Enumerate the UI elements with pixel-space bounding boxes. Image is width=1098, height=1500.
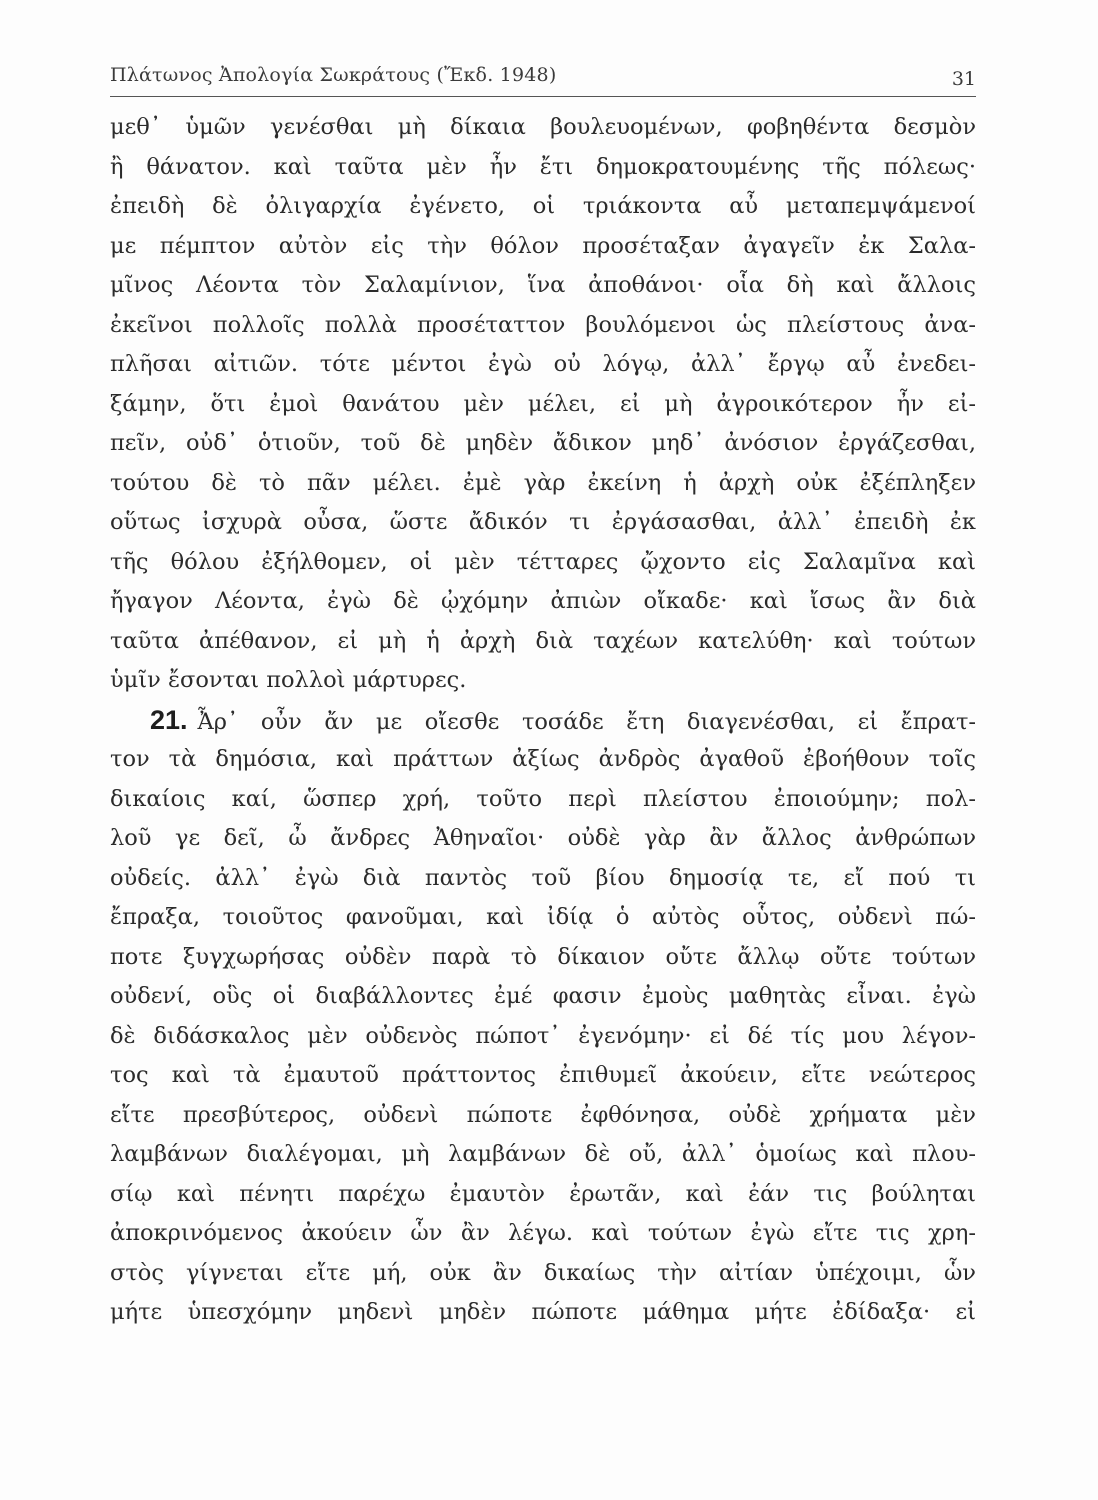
line-text: οὐδείς. ἀλλ᾿ ἐγὼ διὰ παντὸς τοῦ βίου δημοσίᾳ τε, εἴ πού τι [110, 864, 976, 891]
text-line [110, 780, 976, 820]
line-text: ὑμῖν ἔσονται πολλοὶ μάρτυρες. [110, 667, 467, 693]
line-text: ἀποκρινόμενος ἀκούειν ὧν ἂν λέγω. καὶ τούτων ἐγὼ εἴτε τις χρη- [110, 1220, 976, 1246]
line-text: ταῦτα ἀπέθανον, εἰ μὴ ἡ ἀρχὴ διὰ ταχέων κατελύθη· καὶ τούτων [110, 627, 976, 654]
text-line [110, 227, 976, 267]
line-text: με πέμπτον αὐτὸν εἰς τὴν θόλον προσέταξαν ἀγαγεῖν ἐκ Σαλα- [110, 232, 976, 259]
line-text: ἐκεῖνοι πολλοῖς πολλὰ προσέταττον βουλόμενοι ὡς πλείστους ἀνα- [110, 311, 976, 338]
line-text: τούτου δὲ τὸ πᾶν μέλει. ἐμὲ γὰρ ἐκείνη ἡ ἀρχὴ οὐκ ἐξέπληξεν [110, 469, 976, 496]
text-line [110, 819, 976, 859]
line-text: στὸς γίγνεται εἴτε μή, οὐκ ἂν δικαίως τὴν αἰτίαν ὑπέχοιμι, ὧν [110, 1259, 976, 1286]
page-number: 31 [951, 68, 976, 90]
text-line [110, 1175, 976, 1215]
text-line [110, 424, 976, 464]
text-line [110, 938, 976, 978]
text-line [110, 661, 976, 701]
text-line [110, 622, 976, 662]
header-rule [110, 96, 976, 97]
line-text: τος καὶ τὰ ἐμαυτοῦ πράττοντος ἐπιθυμεῖ ἀκούειν, εἴτε νεώτερος [110, 1062, 976, 1088]
text-line [110, 108, 976, 148]
text-line [110, 1017, 976, 1057]
text-line [110, 187, 976, 227]
line-text: ξάμην, ὅτι ἐμοὶ θανάτου μὲν μέλει, εἰ μὴ ἀγροικότερον ἦν εἰ- [110, 390, 976, 417]
line-text: Ἆρ᾿ οὖν ἄν με οἴεσθε τοσάδε ἔτη διαγενέσθαι, εἰ ἔπρατ- [197, 708, 976, 735]
text-line [110, 266, 976, 306]
text-line [110, 898, 976, 938]
text-line [110, 582, 976, 622]
line-text: τον τὰ δημόσια, καὶ πράττων ἀξίως ἀνδρὸς ἀγαθοῦ ἐβοήθουν τοῖς [110, 746, 976, 772]
text-line [110, 1096, 976, 1136]
line-text: πλῆσαι αἰτιῶν. τότε μέντοι ἐγὼ οὐ λόγῳ, ἀλλ᾿ ἔργῳ αὖ ἐνεδει- [110, 351, 976, 377]
text-line [110, 543, 976, 583]
line-text: οὕτως ἰσχυρὰ οὖσα, ὥστε ἄδικόν τι ἐργάσασθαι, ἀλλ᾿ ἐπειδὴ ἐκ [110, 509, 976, 535]
line-text: σίῳ καὶ πένητι παρέχω ἐμαυτὸν ἐρωτᾶν, καὶ ἐάν τις βούληται [110, 1180, 976, 1207]
text-line [110, 1214, 976, 1254]
line-text: εἴτε πρεσβύτερος, οὐδενὶ πώποτε ἐφθόνησα, οὐδὲ χρήματα μὲν [110, 1101, 976, 1128]
line-text: οὐδενί, οὓς οἱ διαβάλλοντες ἐμέ φασιν ἐμοὺς μαθητὰς εἶναι. ἐγὼ [110, 983, 976, 1009]
text-line [110, 1056, 976, 1096]
text-line [110, 1293, 976, 1333]
line-text: ἐπειδὴ δὲ ὀλιγαρχία ἐγένετο, οἱ τριάκοντα αὖ μεταπεμψάμενοί [110, 193, 976, 219]
line-text: μῖνος Λέοντα τὸν Σαλαμίνιον, ἵνα ἀποθάνοι· οἷα δὴ καὶ ἄλλοις [110, 272, 976, 298]
line-text: λοῦ γε δεῖ, ὦ ἄνδρες Ἀθηναῖοι· οὐδὲ γὰρ ἂν ἄλλος ἀνθρώπων [110, 825, 976, 851]
text-line [110, 345, 976, 385]
running-title: Πλάτωνος Ἀπολογία Σωκράτους (Ἔκδ. 1948) [110, 64, 557, 86]
text-line [110, 306, 976, 346]
line-text: πεῖν, οὐδ᾿ ὁτιοῦν, τοῦ δὲ μηδὲν ἄδικον μηδ᾿ ἀνόσιον ἐργάζεσθαι, [110, 430, 976, 456]
line-text: ἤγαγον Λέοντα, ἐγὼ δὲ ᾠχόμην ἀπιὼν οἴκαδε· καὶ ἴσως ἂν διὰ [110, 588, 976, 614]
line-text: δὲ διδάσκαλος μὲν οὐδενὸς πώποτ᾿ ἐγενόμην· εἰ δέ τίς μου λέγον- [110, 1022, 976, 1049]
text-line [110, 701, 976, 741]
text-line [110, 1135, 976, 1175]
line-text: τῆς θόλου ἐξήλθομεν, οἱ μὲν τέτταρες ᾤχοντο εἰς Σαλαμῖνα καὶ [110, 548, 976, 575]
text-line [110, 740, 976, 780]
running-header [110, 64, 976, 94]
line-text: ἢ θάνατον. καὶ ταῦτα μὲν ἦν ἔτι δημοκρατουμένης τῆς πόλεως· [110, 153, 976, 180]
body-text [110, 108, 976, 1333]
line-text: μήτε ὑπεσχόμην μηδενὶ μηδὲν πώποτε μάθημα μήτε ἐδίδαξα· εἰ [110, 1299, 976, 1325]
text-line [110, 1254, 976, 1294]
text-line [110, 385, 976, 425]
line-text: λαμβάνων διαλέγομαι, μὴ λαμβάνων δὲ οὔ, ἀλλ᾿ ὁμοίως καὶ πλου- [110, 1141, 976, 1167]
text-line [110, 859, 976, 899]
line-text: ποτε ξυγχωρήσας οὐδὲν παρὰ τὸ δίκαιον οὔτε ἄλλῳ οὔτε τούτων [110, 943, 976, 970]
line-text: ἔπραξα, τοιοῦτος φανοῦμαι, καὶ ἰδίᾳ ὁ αὐτὸς οὗτος, οὐδενὶ πώ- [110, 904, 976, 930]
line-text: μεθ᾿ ὑμῶν γενέσθαι μὴ δίκαια βουλευομένων, φοβηθέντα δεσμὸν [110, 114, 976, 140]
text-line [110, 148, 976, 188]
text-line [110, 977, 976, 1017]
section-number: 21. [150, 704, 188, 735]
text-line [110, 503, 976, 543]
text-line [110, 464, 976, 504]
line-text: δικαίοις καί, ὥσπερ χρή, τοῦτο περὶ πλείστου ἐποιούμην; πολ- [110, 785, 976, 812]
